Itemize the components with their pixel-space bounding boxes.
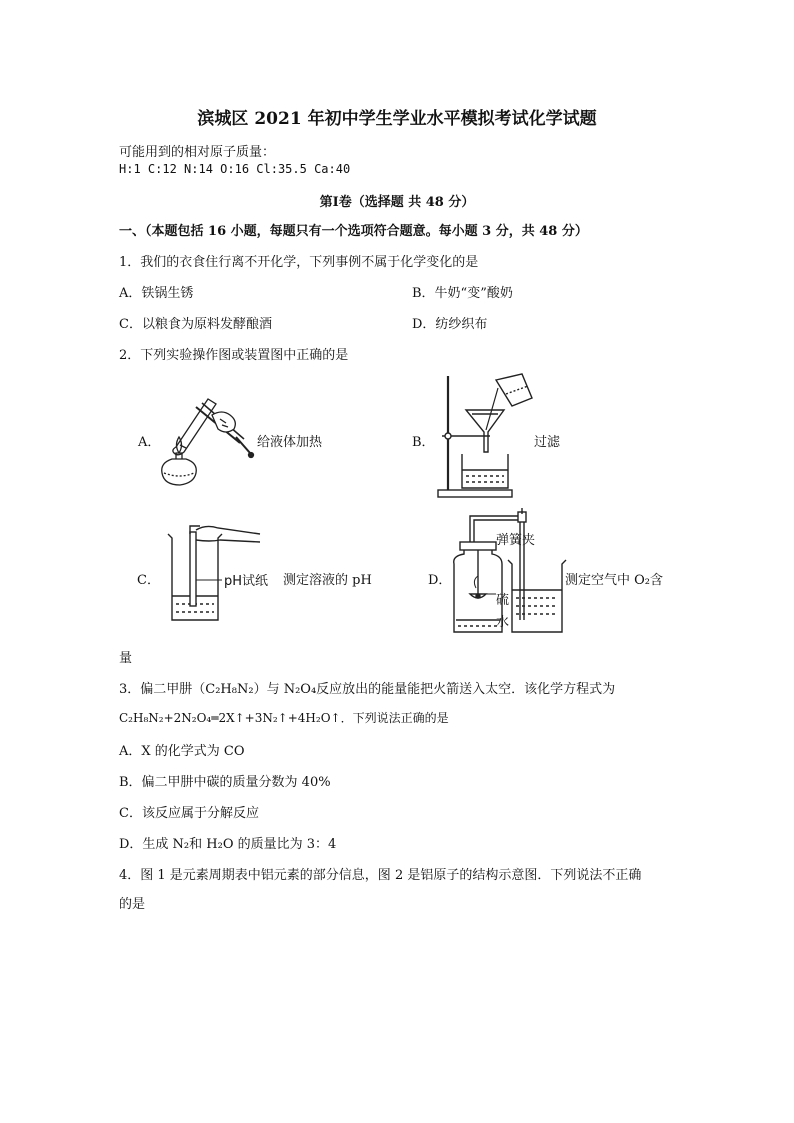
q3-option-d: D．生成 N₂和 H₂O 的质量比为 3：4 — [119, 837, 337, 852]
exam-title: 滨城区 2021 年初中学生学业水平模拟考试化学试题 — [197, 109, 597, 129]
q2-b-text: 过滤 — [534, 435, 561, 450]
q1-option-a: A．铁锅生锈 — [119, 286, 194, 301]
q2-a-text: 给液体加热 — [257, 435, 323, 450]
q2-c-text: 测定溶液的 pH — [283, 573, 372, 588]
section-title: 第Ⅰ卷（选择题 共 48 分） — [319, 195, 475, 210]
part-one-instructions: 一、（本题包括 16 小题，每题只有一个选项符合题意。每小题 3 分，共 48 分） — [119, 224, 588, 239]
q1-stem: 1．我们的衣食住行离不开化学，下列事例不属于化学变化的是 — [119, 255, 479, 270]
q2-c-letter: C． — [137, 573, 160, 588]
filtration-figure — [428, 372, 548, 500]
spring-clamp-label: 弹簧夹 — [496, 533, 536, 548]
q3-option-b: B．偏二甲肼中碳的质量分数为 40% — [119, 775, 331, 790]
q1-option-c: C．以粮食为原料发酵酿酒 — [119, 317, 272, 332]
q2-stem: 2．下列实验操作图或装置图中正确的是 — [119, 348, 349, 363]
ph-measurement-figure — [160, 520, 278, 628]
q3-stem: 3．偏二甲肼（C₂H₈N₂）与 N₂O₄反应放出的能量能把火箭送入太空．该化学方程式为 — [119, 682, 616, 697]
sulfur-label: 硫 — [496, 593, 510, 608]
q3-option-a: A．X 的化学式为 CO — [119, 744, 245, 759]
atomic-mass-values: H:1 C:12 N:14 O:16 Cl:35.5 Ca:40 — [119, 162, 351, 176]
oxygen-content-figure — [446, 512, 574, 636]
q2-d-letter: D． — [428, 573, 452, 588]
q3-option-c: C．该反应属于分解反应 — [119, 806, 259, 821]
heating-liquid-figure — [150, 385, 260, 495]
q3-equation: C₂H₈N₂+2N₂O₄═2X↑+3N₂↑+4H₂O↑．下列说法正确的是 — [119, 711, 449, 725]
q1-option-b: B．牛奶“变”酸奶 — [412, 286, 513, 301]
q2-b-letter: B． — [412, 435, 435, 450]
q4-stem-line2: 的是 — [119, 897, 146, 912]
water-label: 水 — [496, 615, 510, 630]
atomic-mass-heading: 可能用到的相对原子质量： — [119, 145, 276, 160]
q4-stem-line1: 4．图 1 是元素周期表中铝元素的部分信息，图 2 是铝原子的结构示意图．下列说法不正确 — [119, 868, 642, 883]
q2-d-text-cont: 量 — [119, 651, 133, 666]
q2-d-text: 测定空气中 O₂含 — [565, 573, 664, 588]
q1-option-d: D．纺纱织布 — [412, 317, 488, 332]
ph-paper-label: pH试纸 — [224, 574, 269, 589]
q2-a-letter: A． — [138, 435, 161, 450]
